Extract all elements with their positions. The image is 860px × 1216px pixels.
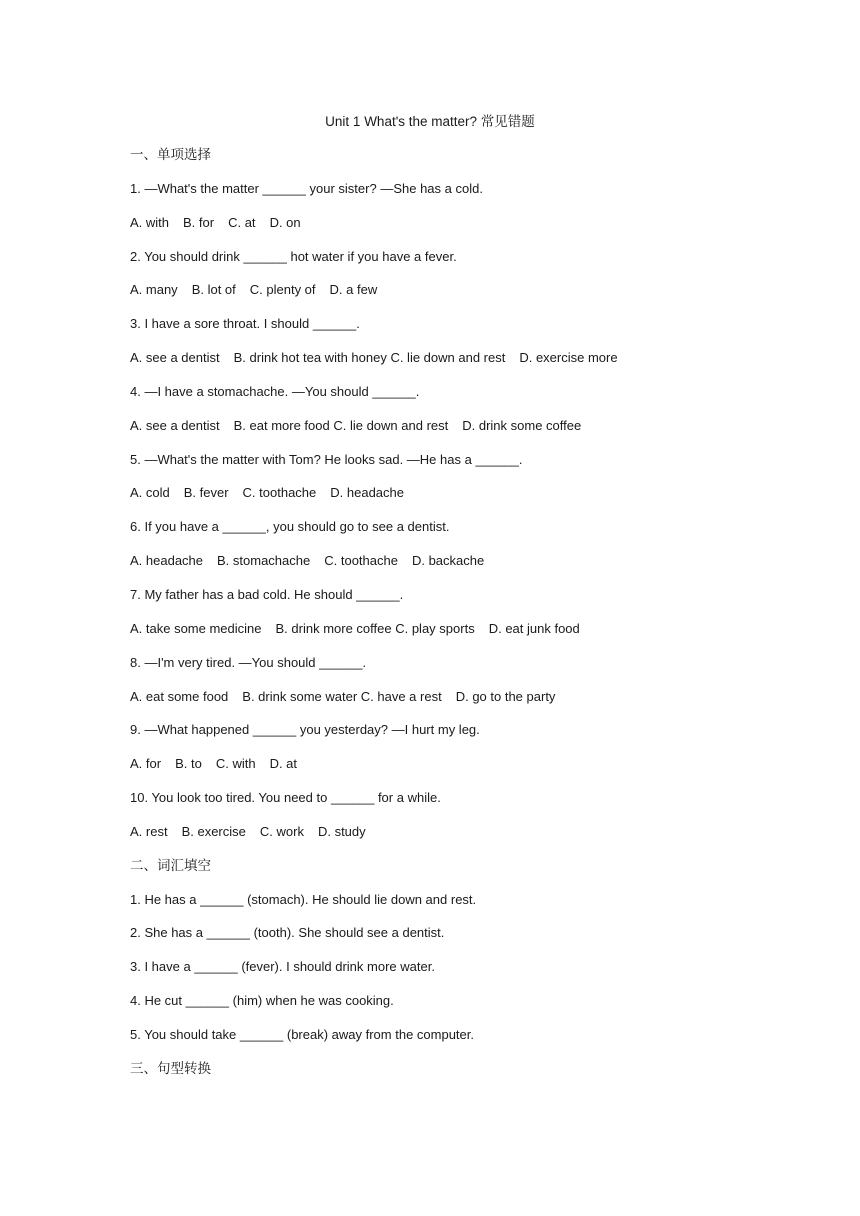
vocabulary-list	[130, 891, 750, 1060]
question-stem: 10. You look too tired. You need to ______ for a while.	[130, 790, 441, 806]
answer-option: A. take some medicine	[130, 620, 262, 636]
question-stem: 1. —What's the matter ______ your sister? —She has a cold.	[130, 180, 483, 196]
answer-option: B. fever	[183, 485, 229, 501]
answer-option: A. headache	[130, 553, 204, 569]
question-options	[130, 688, 750, 722]
answer-option: B. eat more food C. lie down and rest	[233, 417, 449, 433]
answer-option: B. drink some water C. have a rest	[242, 688, 442, 704]
question-stem: 5. —What's the matter with Tom? He looks sad. —He has a ______.	[130, 451, 523, 467]
vocabulary-item: 5. You should take ______ (break) away from the computer.	[130, 1026, 474, 1042]
answer-option: D. eat junk food	[488, 620, 580, 636]
question-options	[130, 823, 750, 857]
vocabulary-item: 1. He has a ______ (stomach). He should lie down and rest.	[130, 891, 477, 907]
answer-option: C. with	[215, 756, 256, 772]
vocabulary-item: 2. She has a ______ (tooth). She should see a dentist.	[130, 925, 445, 941]
question-options	[130, 417, 750, 451]
multiple-choice-list	[130, 180, 750, 857]
answer-option: D. headache	[330, 485, 404, 501]
question-stem: 3. I have a sore throat. I should ______.	[130, 316, 360, 332]
question-stem: 7. My father has a bad cold. He should ______.	[130, 586, 404, 602]
question-options	[130, 552, 750, 586]
question-stem: 6. If you have a ______, you should go to see a dentist.	[130, 519, 450, 535]
answer-option: C. toothache	[242, 485, 317, 501]
question-stem: 9. —What happened ______ you yesterday? —I hurt my leg.	[130, 722, 480, 738]
answer-option: A. many	[130, 282, 178, 298]
vocabulary-item: 4. He cut ______ (him) when he was cooking.	[130, 993, 394, 1009]
answer-option: D. on	[269, 214, 301, 230]
answer-option: D. study	[317, 823, 366, 839]
answer-option: B. to	[175, 756, 202, 772]
document-title: Unit 1 What's the matter? 常见错题	[325, 114, 535, 129]
section-heading-multiple-choice: 一、单项选择	[130, 147, 211, 163]
answer-option: A. for	[130, 756, 162, 772]
answer-option: D. exercise more	[519, 350, 618, 366]
answer-option: C. plenty of	[249, 282, 316, 298]
section-heading-sentence-transformation: 三、句型转换	[130, 1060, 211, 1077]
answer-option: D. at	[269, 756, 298, 772]
answer-option: B. lot of	[191, 282, 236, 298]
answer-option: A. eat some food	[130, 688, 229, 704]
answer-option: C. at	[228, 214, 256, 230]
answer-option: C. work	[259, 823, 304, 839]
question-options	[130, 214, 750, 248]
question-stem: 8. —I'm very tired. —You should ______.	[130, 654, 367, 670]
question-stem: 2. You should drink ______ hot water if you have a fever.	[130, 248, 457, 264]
answer-option: A. with	[130, 214, 170, 230]
section-heading-vocabulary: 二、词汇填空	[130, 857, 211, 874]
question-options	[130, 755, 750, 789]
answer-option: B. drink hot tea with honey C. lie down and rest	[233, 350, 506, 366]
answer-option: B. for	[183, 214, 215, 230]
answer-option: A. cold	[130, 485, 170, 501]
question-options	[130, 349, 750, 383]
answer-option: D. a few	[329, 282, 378, 298]
answer-option: B. drink more coffee C. play sports	[275, 620, 475, 636]
answer-option: A. rest	[130, 823, 168, 839]
answer-option: D. drink some coffee	[462, 417, 582, 433]
question-stem: 4. —I have a stomachache. —You should ______.	[130, 383, 420, 399]
answer-option: D. backache	[411, 553, 485, 569]
answer-option: B. stomachache	[217, 553, 311, 569]
answer-option: D. go to the party	[455, 688, 556, 704]
vocabulary-item: 3. I have a ______ (fever). I should drink more water.	[130, 959, 435, 975]
answer-option: B. exercise	[181, 823, 246, 839]
document-body	[130, 146, 750, 1094]
answer-option: C. toothache	[324, 553, 398, 569]
question-options	[130, 281, 750, 315]
question-options	[130, 484, 750, 518]
answer-option: A. see a dentist	[130, 417, 220, 433]
question-options	[130, 620, 750, 654]
answer-option: A. see a dentist	[130, 350, 220, 366]
